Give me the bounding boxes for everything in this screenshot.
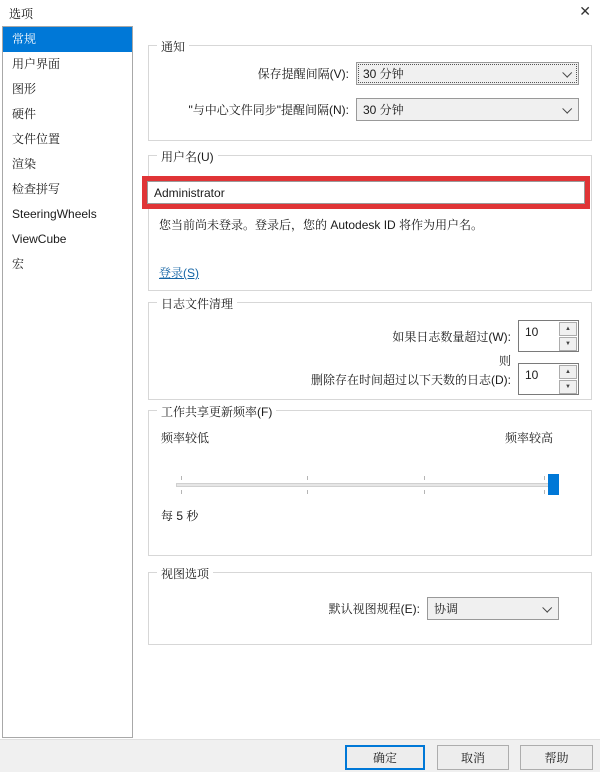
spin-down-button[interactable]: ▼ (559, 380, 577, 394)
sidebar-item-hardware[interactable]: 硬件 (12, 107, 37, 121)
close-icon[interactable]: ✕ (579, 3, 591, 19)
chevron-down-icon (562, 104, 572, 114)
slider-tick (424, 490, 425, 494)
slider-tick (181, 490, 182, 494)
username-note: 您当前尚未登录。登录后，您的 Autodesk ID 将作为用户名。 (159, 218, 484, 232)
ok-button[interactable]: 确定 (345, 745, 425, 770)
journal-then-label: 则 (498, 354, 511, 368)
group-view-options-title: 视图选项 (157, 565, 213, 582)
slider-track[interactable] (176, 483, 556, 487)
spin-up-button[interactable]: ▲ (559, 365, 577, 379)
group-journal-cleanup (148, 297, 592, 400)
dialog-footer (0, 739, 600, 772)
window-title: 选项 (9, 7, 34, 21)
spin-down-button[interactable]: ▼ (559, 337, 577, 351)
group-view-options (148, 567, 592, 645)
sync-reminder-select[interactable] (356, 98, 579, 121)
journal-count-spinner[interactable] (518, 320, 579, 352)
chevron-down-icon (542, 603, 552, 613)
sync-reminder-value: 30 分钟 (363, 103, 404, 117)
group-journal-title: 日志文件清理 (157, 295, 237, 312)
spin-up-button[interactable]: ▲ (559, 322, 577, 336)
sidebar-item-file-locations[interactable]: 文件位置 (12, 132, 61, 146)
slider-thumb[interactable] (548, 474, 559, 495)
sidebar-item-general[interactable]: 常规 (3, 27, 132, 52)
sidebar-item-rendering[interactable]: 渲染 (12, 157, 37, 171)
sidebar-item-viewcube[interactable]: ViewCube (12, 232, 67, 246)
frequency-caption: 每 5 秒 (161, 509, 199, 523)
group-notifications (148, 40, 592, 141)
save-reminder-select[interactable] (356, 62, 579, 85)
slider-tick (307, 490, 308, 494)
journal-days-label: 删除存在时间超过以下天数的日志(D): (311, 372, 511, 387)
red-highlight-annotation (142, 176, 590, 209)
sidebar-item-graphics[interactable]: 图形 (12, 82, 37, 96)
sidebar-item-steeringwheels[interactable]: SteeringWheels (12, 207, 97, 221)
discipline-select[interactable] (427, 597, 559, 620)
group-username-title: 用户名(U) (157, 148, 218, 165)
sidebar-item-user-interface[interactable]: 用户界面 (12, 57, 61, 71)
discipline-label: 默认视图规程(E): (328, 602, 420, 616)
journal-count-value: 10 (525, 325, 539, 339)
save-reminder-value: 30 分钟 (363, 67, 404, 81)
frequency-high-label: 频率较高 (504, 431, 553, 445)
group-notifications-title: 通知 (157, 38, 189, 55)
sync-reminder-label: "与中心文件同步"提醒间隔(N): (188, 103, 349, 117)
sidebar-item-macros[interactable]: 宏 (12, 257, 25, 271)
slider-tick (544, 490, 545, 494)
group-worksharing-title: 工作共享更新频率(F) (157, 403, 276, 420)
frequency-slider[interactable] (176, 473, 556, 497)
journal-days-value: 10 (525, 368, 539, 382)
sidebar-item-check-spelling[interactable]: 检查拼写 (12, 182, 61, 196)
journal-count-label: 如果日志数量超过(W): (392, 329, 511, 344)
username-input[interactable] (147, 181, 585, 204)
help-button[interactable]: 帮助 (520, 745, 593, 770)
group-worksharing (148, 405, 592, 556)
slider-tick (307, 476, 308, 480)
cancel-button[interactable]: 取消 (437, 745, 509, 770)
save-reminder-label: 保存提醒间隔(V): (257, 67, 349, 81)
discipline-value: 协调 (434, 602, 459, 616)
chevron-down-icon (562, 68, 572, 78)
sign-in-link[interactable]: 登录(S) (159, 266, 199, 280)
slider-tick (544, 476, 545, 480)
slider-tick (424, 476, 425, 480)
slider-tick (181, 476, 182, 480)
category-listbox (2, 26, 133, 738)
journal-days-spinner[interactable] (518, 363, 579, 395)
frequency-low-label: 频率较低 (161, 431, 210, 445)
